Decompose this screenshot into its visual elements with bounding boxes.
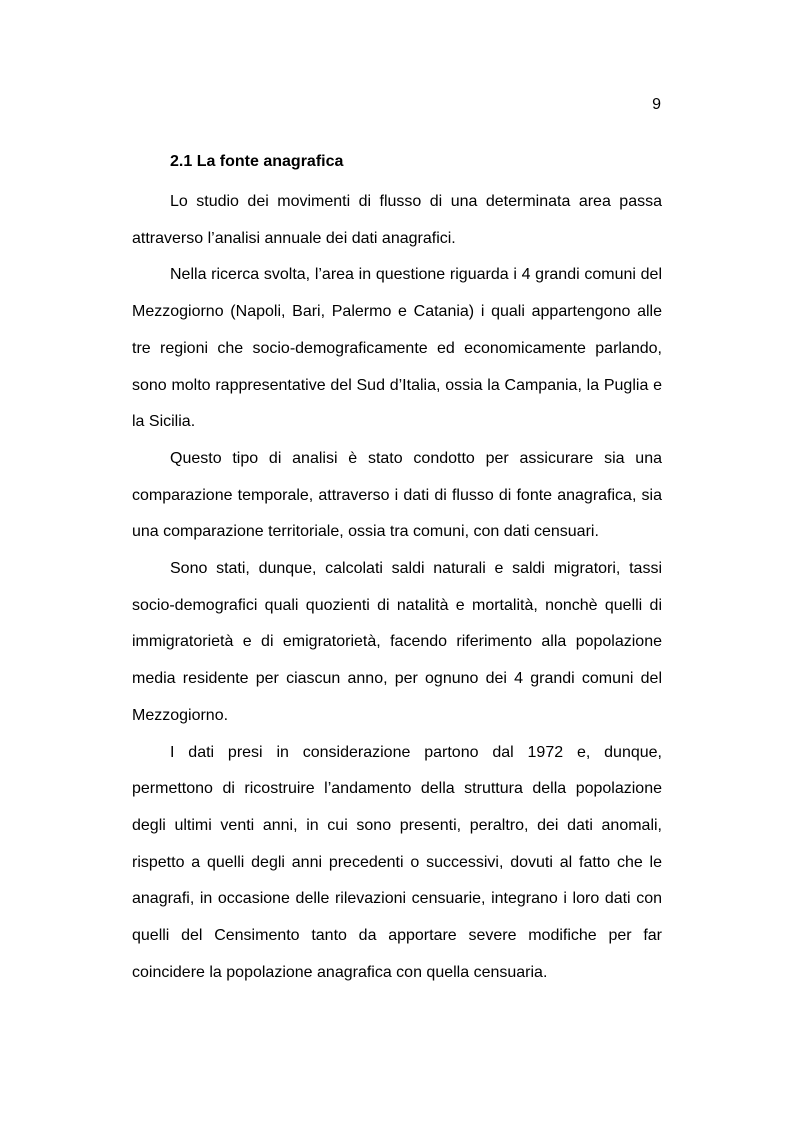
document-body	[132, 148, 662, 991]
paragraph-4: Sono stati, dunque, calcolati saldi naturali e saldi migratori, tassi socio-demografici quali quozienti di natalità e mortalità, nonchè quelli di immigratorietà e di emigratorietà, facendo riferimento alla popolazione media residente per ciascun anno, per ognuno dei 4 grandi comuni del Mezzogiorno.	[132, 560, 662, 724]
paragraph-2: Nella ricerca svolta, l’area in questione riguarda i 4 grandi comuni del Mezzogiorno (Napoli, Bari, Palermo e Catania) i quali appartengono alle tre regioni che socio-demograficamente ed economicamente parlando, sono molto rappresentative del Sud d’Italia, ossia la Campania, la Puglia e la Sicilia.	[132, 266, 662, 431]
paragraph-1: Lo studio dei movimenti di flusso di una determinata area passa attraverso l’analisi annuale dei dati anagrafici.	[132, 193, 662, 247]
paragraph-3: Questo tipo di analisi è stato condotto per assicurare sia una comparazione temporale, attraverso i dati di flusso di fonte anagrafica, sia una comparazione territoriale, ossia tra comuni, con dati censuari.	[132, 449, 662, 541]
section-title: 2.1 La fonte anagrafica	[170, 153, 344, 170]
paragraph-5: I dati presi in considerazione partono dal 1972 e, dunque, permettono di ricostruire l’andamento della struttura della popolazione degli ultimi venti anni, in cui sono presenti, peraltro, dei dati anomali, rispetto a quelli degli anni precedenti o successivi, dovuti al fatto che le anagrafi, in occasione delle rilevazioni censuarie, integrano i loro dati con quelli del Censimento tanto da apportare severe modifiche per far coincidere la popolazione anagrafica con quella censuaria.	[132, 743, 662, 981]
page-number: 9	[652, 96, 661, 113]
